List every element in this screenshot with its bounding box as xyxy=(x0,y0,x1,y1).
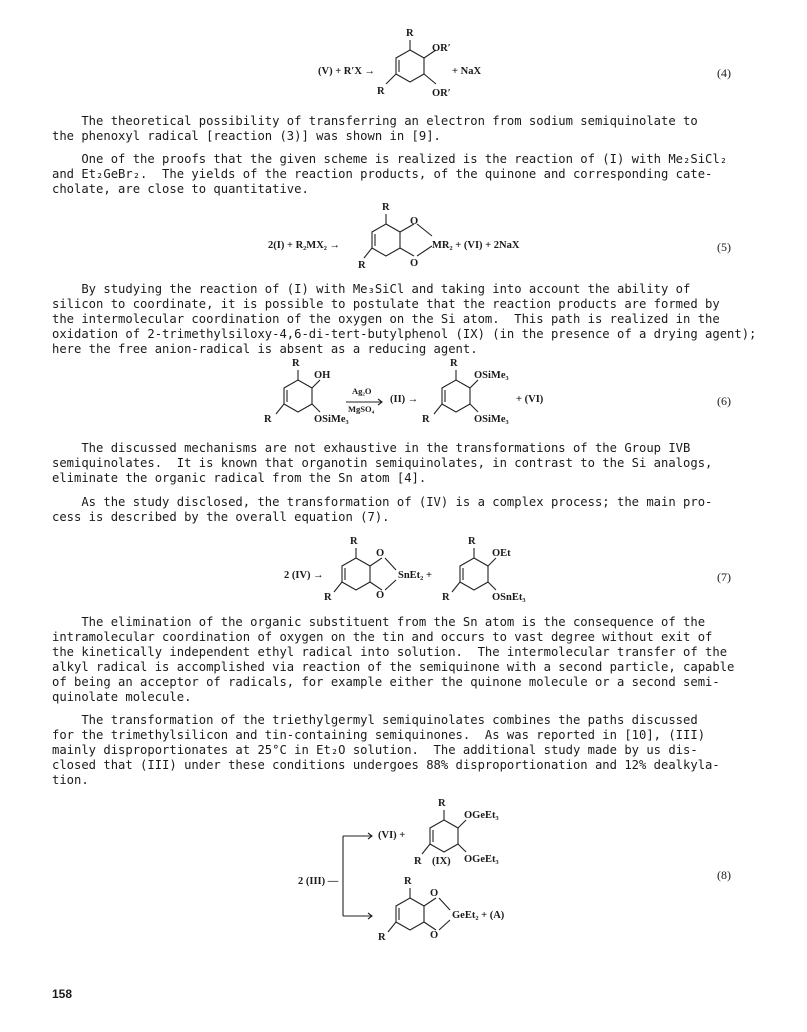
eq8-r4: R xyxy=(378,932,386,943)
eq4-ring xyxy=(380,40,440,95)
eq8-number: (8) xyxy=(717,868,731,882)
eq4-right: + NaX xyxy=(452,66,482,77)
eq6-osime3-top: OSiMe₃ xyxy=(474,370,509,381)
eq6-reagent-bottom: MgSO₄ xyxy=(348,404,375,414)
eq7-o1: O xyxy=(376,548,385,559)
eq7-r3: R xyxy=(468,536,476,547)
eq7-mid: SnEt₂ + xyxy=(398,570,432,581)
eq4-r-top: R xyxy=(406,28,414,39)
eq5-r-bottom: R xyxy=(358,260,366,271)
eq6-r2: R xyxy=(264,414,272,425)
eq5-right: MR₂ + (VI) + 2NaX xyxy=(432,240,520,251)
eq7-o2: O xyxy=(376,590,385,601)
eq7-number: (7) xyxy=(717,570,731,584)
eq6-mid: (II) → xyxy=(390,394,419,405)
eq5-r-top: R xyxy=(382,202,390,213)
eq8-r3: R xyxy=(404,876,412,887)
eq7-r4: R xyxy=(442,592,450,603)
eq6-right: + (VI) xyxy=(516,394,544,405)
eq4-number: (4) xyxy=(717,66,731,80)
eq5-o1: O xyxy=(410,216,419,227)
eq6-number: (6) xyxy=(717,394,731,408)
eq8-o2: O xyxy=(430,930,439,941)
eq4-or2: OR′ xyxy=(432,88,451,99)
paragraph-4: The discussed mechanisms are not exhaustive in the transformations of the Group IVB semiquinolates. It is known that organotin semiquinolates, in contrast to the Si analogs, eliminate the organic radical from the Sn atom [4]. xyxy=(52,441,713,485)
paragraph-7: The transformation of the triethylgermyl semiquinolates combines the paths discussed for the trimethylsilicon and tin-containing semiquinones. As was reported in [10], (III) mainly disproportionates at 25°C in Et₂O solution. The additional study made by us dis- closed that (III) under these conditions undergoes 88% disproportionation and 12% dealkyla- tion. xyxy=(52,713,720,787)
eq6-oh: OH xyxy=(314,370,331,381)
eq4-left: (V) + R′X → xyxy=(318,66,376,77)
eq6-r1: R xyxy=(292,358,300,369)
paragraph-6: The elimination of the organic substituent from the Sn atom is the consequence of the intramolecular coordination of oxygen on the tin and occurs to vast degree without exit of the kinetically independent ethyl radical into solution. The intermolecular transfer of the alkyl radical is accomplished via reaction of the semiquinone with a second particle, capable of being an acceptor of radicals, for example either the quinone molecule or a second semi- quinolate molecule. xyxy=(52,615,735,704)
paragraph-3: By studying the reaction of (I) with Me₃SiCl and taking into account the ability of silicon to coordinate, it is possible to postulate that the reaction products are formed by the intermolecular coordination of the oxygen on the Si atom. This path is realized in the oxidation of 2-trimethylsiloxy-4,6-di-tert-butylphenol (IX) (in the presence of a drying agent); here the free anion-radical is absent as a reducing agent. xyxy=(52,282,757,356)
eq8-r1: R xyxy=(438,798,446,809)
eq8-left: 2 (III) — xyxy=(298,876,339,887)
eq6-reagent-top: Ag₂O xyxy=(352,386,372,396)
eq7-r1: R xyxy=(350,536,358,547)
eq4-r-bottom: R xyxy=(377,86,385,97)
eq6-osime3-left: OSiMe₃ xyxy=(314,414,349,425)
eq8-ogeet3-bottom: OGeEt₃ xyxy=(464,854,499,865)
eq6-r4: R xyxy=(422,414,430,425)
eq8-o1: O xyxy=(430,888,439,899)
eq5-number: (5) xyxy=(717,240,731,254)
eq8-label-ix: (IX) xyxy=(432,856,451,867)
eq8-r2: R xyxy=(414,856,422,867)
eq4-or1: OR′ xyxy=(432,43,451,54)
paragraph-5: As the study disclosed, the transformation of (IV) is a complex process; the main pro- cess is described by the overall equation (7). xyxy=(52,495,713,524)
eq8-ogeet3-top: OGeEt₃ xyxy=(464,810,499,821)
eq5-left: 2(I) + R₂MX₂ → xyxy=(268,240,341,251)
eq6-osime3-right: OSiMe₃ xyxy=(474,414,509,425)
eq7-oet: OEt xyxy=(492,548,511,559)
eq7-left: 2 (IV) → xyxy=(284,570,324,581)
paragraph-2: One of the proofs that the given scheme is realized is the reaction of (I) with Me₂SiCl₂ and Et₂GeBr₂. The yields of the reaction products, of the quinone and corresponding cate- cholate, are close to quantitative. xyxy=(52,152,728,196)
eq8-bottom-right: GeEt₂ + (A) xyxy=(452,910,505,921)
eq5-o2: O xyxy=(410,258,419,269)
eq8-branch-lines xyxy=(338,832,378,932)
eq6-r3: R xyxy=(450,358,458,369)
paragraph-1: The theoretical possibility of transferring an electron from sodium semiquinolate to the phenoxyl radical [reaction (3)] was shown in [9]. xyxy=(52,114,698,143)
eq7-r2: R xyxy=(324,592,332,603)
eq7-osnet3: OSnEt₃ xyxy=(492,592,526,603)
page-number: 158 xyxy=(52,987,73,1001)
eq8-top-branch: (VI) + xyxy=(378,830,406,841)
